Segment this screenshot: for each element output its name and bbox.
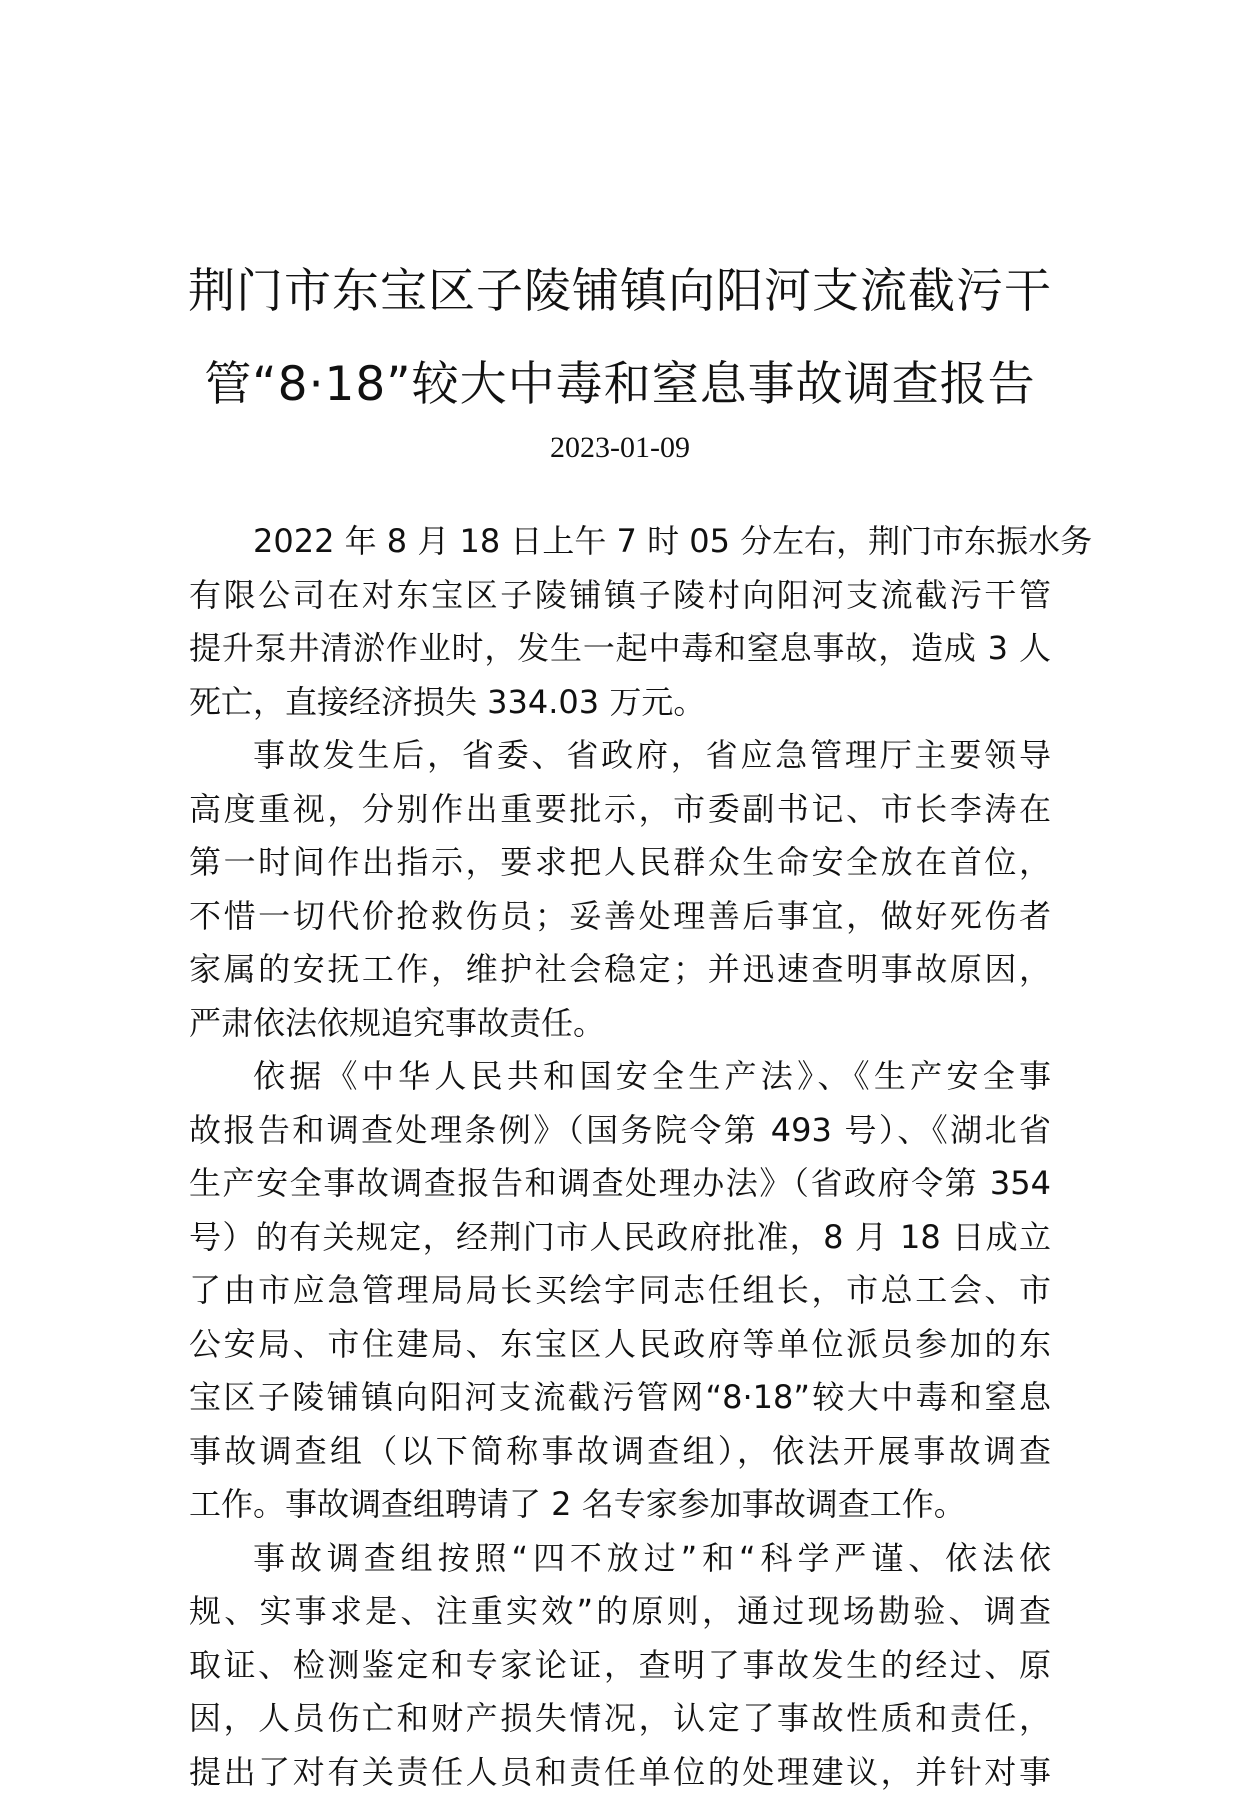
- paragraph-4-line-5: 提出了对有关责任人员和责任单位的处理建议，并针对事: [189, 1746, 1051, 1799]
- paragraph-2-line-3: 第一时间作出指示，要求把人民群众生命安全放在首位，: [189, 836, 1051, 890]
- paragraph-2-line-4: 不惜一切代价抢救伤员；妥善处理善后事宜，做好死伤者: [189, 890, 1051, 944]
- document-date: 2023-01-09: [120, 426, 1120, 470]
- paragraph-2-line-2: 高度重视，分别作出重要批示，市委副书记、市长李涛在: [189, 783, 1051, 837]
- document-body: [189, 515, 1051, 1799]
- paragraph-3-line-8: 事故调查组（以下简称事故调查组），依法开展事故调查: [189, 1425, 1051, 1479]
- paragraph-1-line-2: 有限公司在对东宝区子陵铺镇子陵村向阳河支流截污干管: [189, 569, 1051, 623]
- paragraph-3-line-2: 故报告和调查处理条例》（国务院令第 493 号）、《湖北省: [189, 1104, 1051, 1158]
- paragraph-3-line-9: 工作。事故调查组聘请了 2 名专家参加事故调查工作。: [189, 1478, 1051, 1532]
- document-title-line-1: 荆门市东宝区子陵铺镇向阳河支流截污干: [120, 262, 1120, 322]
- paragraph-1-line-3: 提升泵井清淤作业时，发生一起中毒和窒息事故，造成 3 人: [189, 622, 1051, 676]
- paragraph-2-line-1: 事故发生后，省委、省政府，省应急管理厅主要领导: [189, 729, 1051, 783]
- paragraph-3-line-1: 依据《中华人民共和国安全生产法》、《生产安全事: [189, 1050, 1051, 1104]
- paragraph-3-line-4: 号）的有关规定，经荆门市人民政府批准，8 月 18 日成立: [189, 1211, 1051, 1265]
- paragraph-1-line-1: 2022 年 8 月 18 日上午 7 时 05 分左右，荆门市东振水务: [189, 515, 1051, 569]
- paragraph-4-line-4: 因，人员伤亡和财产损失情况，认定了事故性质和责任，: [189, 1692, 1051, 1746]
- paragraph-3-line-5: 了由市应急管理局局长买绘宇同志任组长，市总工会、市: [189, 1264, 1051, 1318]
- paragraph-4-line-2: 规、实事求是、注重实效”的原则，通过现场勘验、调查: [189, 1585, 1051, 1639]
- paragraph-2-line-6: 严肃依法依规追究事故责任。: [189, 997, 1051, 1051]
- paragraph-4-line-3: 取证、检测鉴定和专家论证，查明了事故发生的经过、原: [189, 1639, 1051, 1693]
- paragraph-4-line-1: 事故调查组按照“四不放过”和“科学严谨、依法依: [189, 1532, 1051, 1586]
- paragraph-3-line-3: 生产安全事故调查报告和调查处理办法》（省政府令第 354: [189, 1157, 1051, 1211]
- paragraph-1-line-4: 死亡，直接经济损失 334.03 万元。: [189, 676, 1051, 730]
- paragraph-2-line-5: 家属的安抚工作，维护社会稳定；并迅速查明事故原因，: [189, 943, 1051, 997]
- paragraph-3-line-6: 公安局、市住建局、东宝区人民政府等单位派员参加的东: [189, 1318, 1051, 1372]
- document-title-line-2: 管“8·18”较大中毒和窒息事故调查报告: [120, 355, 1120, 415]
- paragraph-3-line-7: 宝区子陵铺镇向阳河支流截污管网“8·18”较大中毒和窒息: [189, 1371, 1051, 1425]
